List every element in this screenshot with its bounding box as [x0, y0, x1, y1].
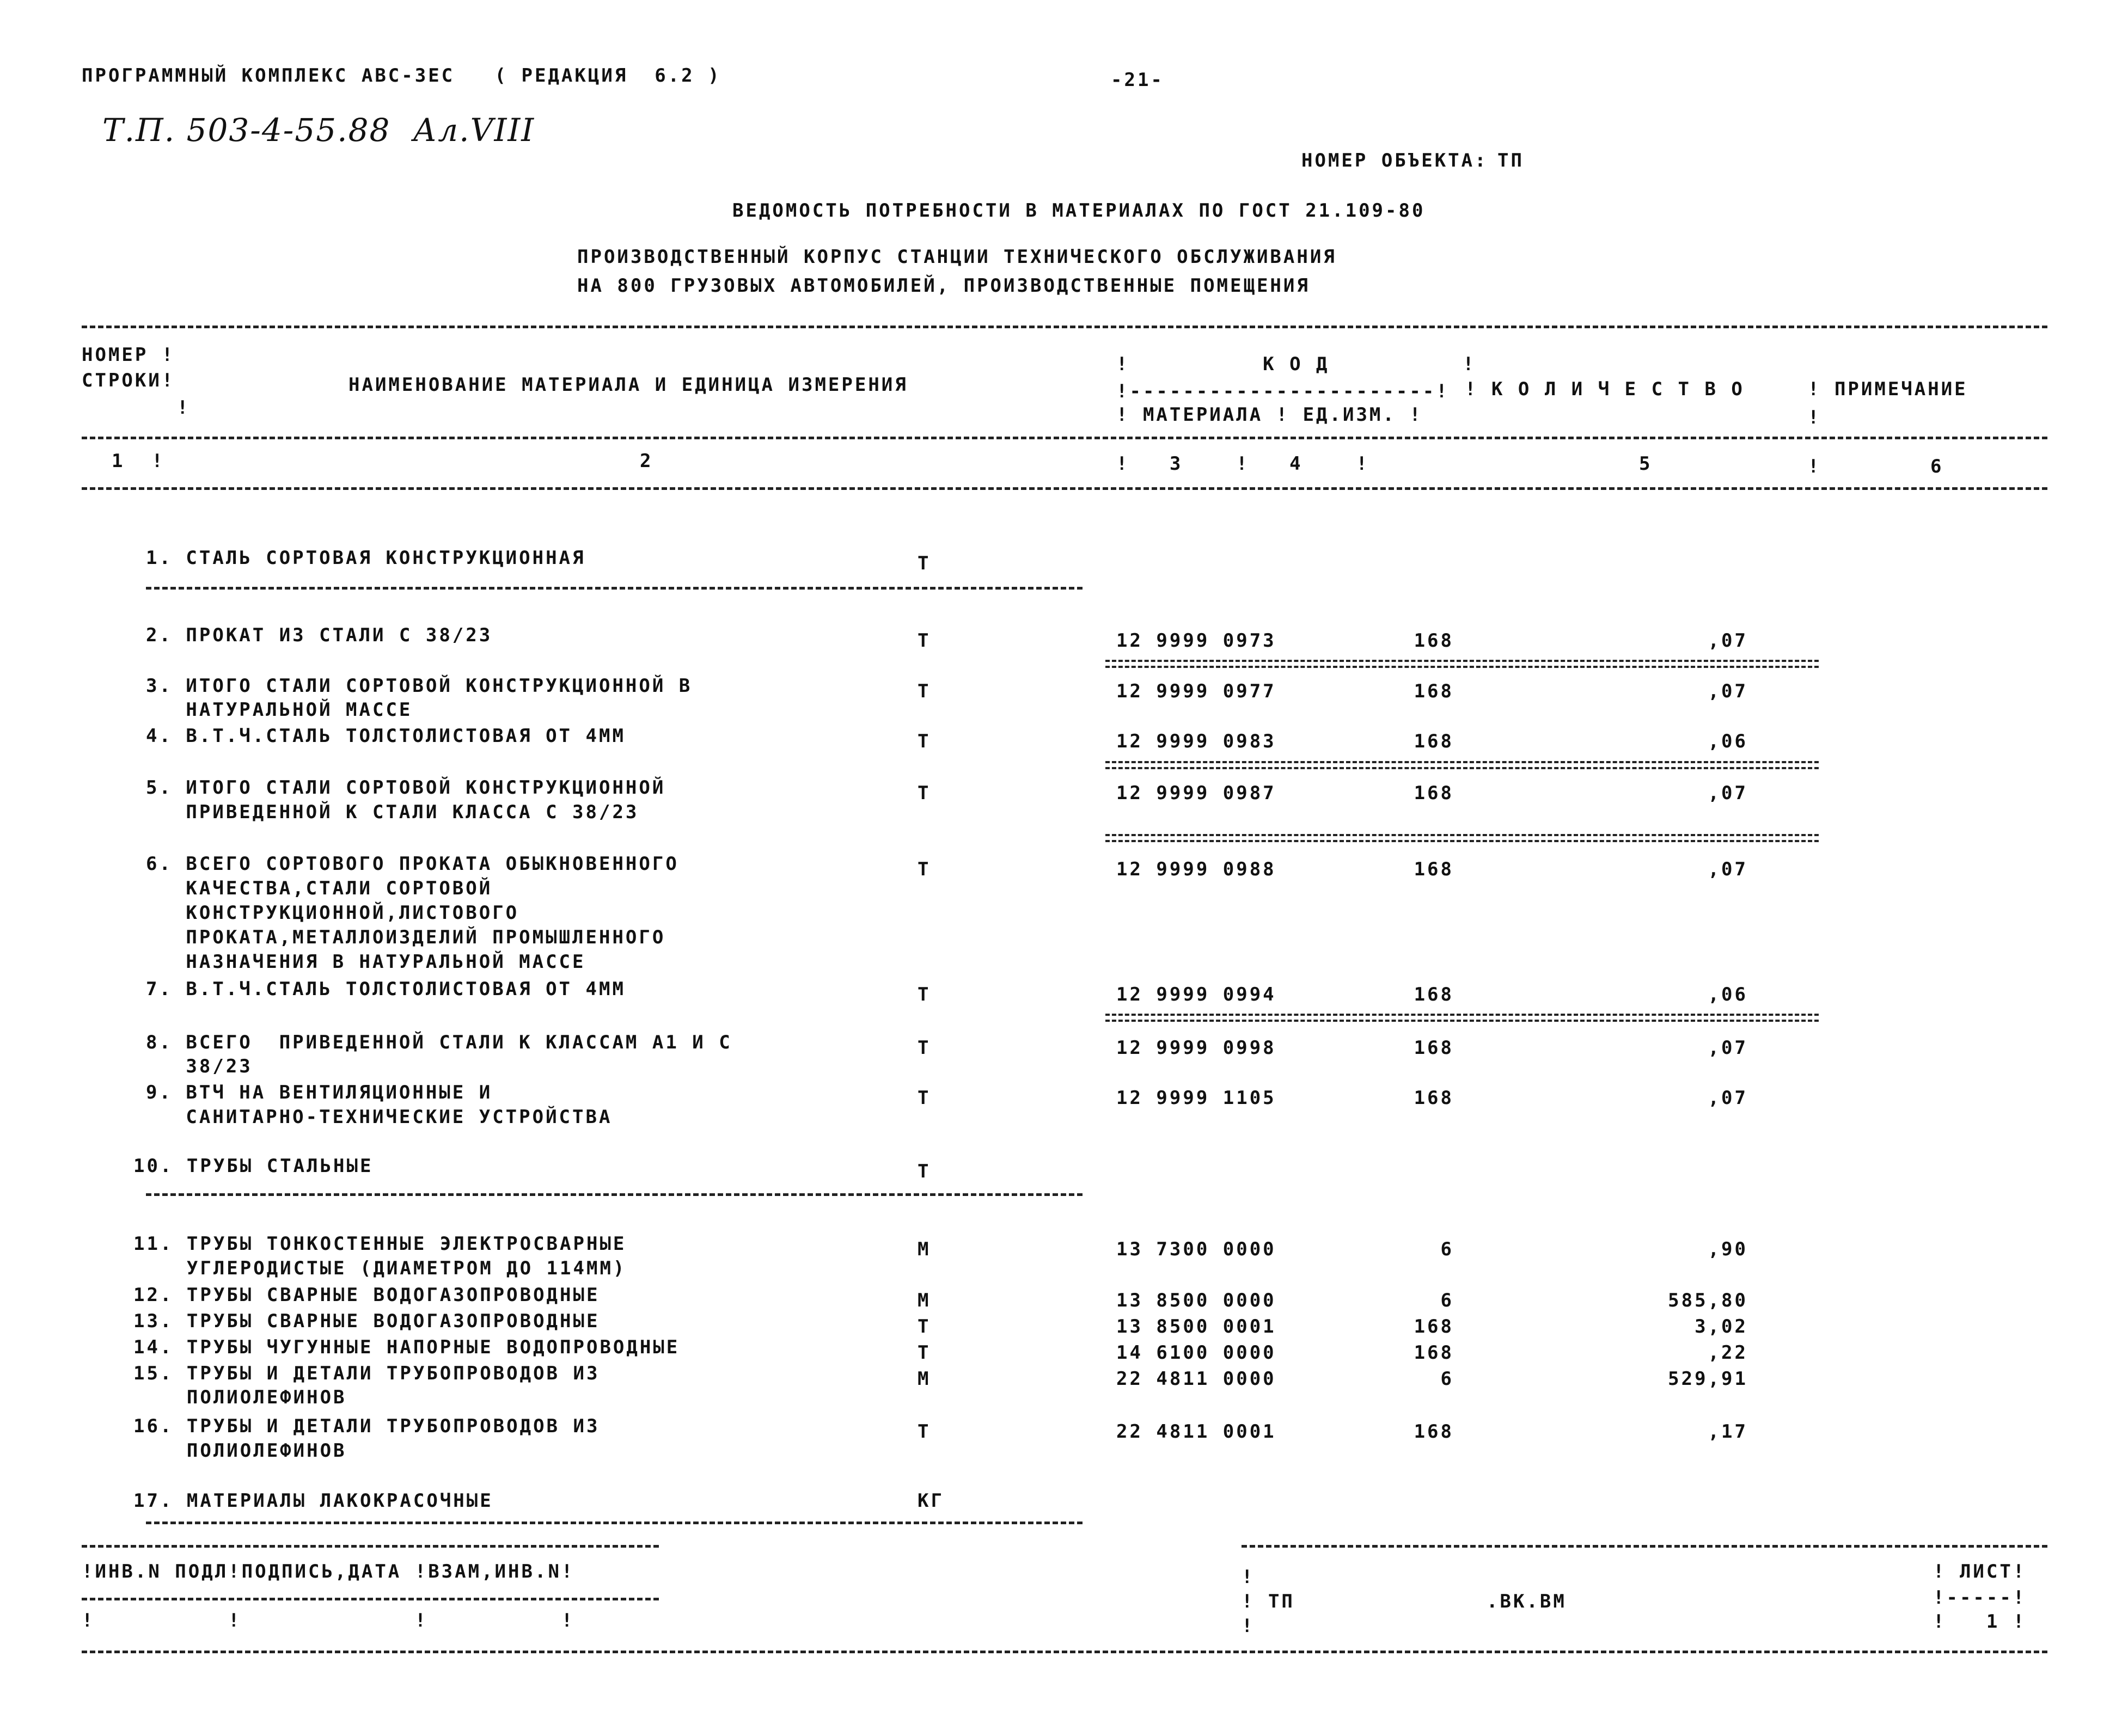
group-underline [146, 1522, 1083, 1524]
row-measure-code: 168 [1414, 1342, 1454, 1364]
row-quantity: ,06 [1708, 731, 1748, 752]
row-name-cont: ПОЛИОЛЕФИНОВ [133, 1387, 347, 1408]
document-subtitle-line2: НА 800 ГРУЗОВЫХ АВТОМОБИЛЕЙ, ПРОИЗВОДСТВЕННЫЕ ПОМЕЩЕНИЯ [577, 275, 1310, 297]
row-name-cont: 38/23 [146, 1056, 253, 1077]
row-unit: КГ [918, 1490, 944, 1512]
row-material-code: 12 9999 0977 [1116, 680, 1276, 702]
row-name: 9. ВТЧ НА ВЕНТИЛЯЦИОННЫЕ И [146, 1082, 493, 1103]
row-quantity: ,17 [1708, 1421, 1748, 1443]
row-measure-code: 168 [1414, 731, 1454, 752]
col-number-6: 6 [1930, 456, 1944, 477]
row-name: 13. ТРУБЫ СВАРНЫЕ ВОДОГАЗОПРОВОДНЫЕ [133, 1310, 600, 1332]
row-name: 2. ПРОКАТ ИЗ СТАЛИ С 38/23 [146, 624, 493, 646]
row-material-code: 12 9999 0998 [1116, 1037, 1276, 1059]
row-unit: М [918, 1238, 931, 1260]
row-name-cont: НАЗНАЧЕНИЯ В НАТУРАЛЬНОЙ МАССЕ [146, 951, 586, 973]
total-rule [1105, 660, 1819, 668]
row-material-code: 13 8500 0001 [1116, 1316, 1276, 1338]
page-number: -21- [1111, 69, 1164, 91]
row-name: 6. ВСЕГО СОРТОВОГО ПРОКАТА ОБЫКНОВЕННОГО [146, 853, 679, 875]
row-name: 14. ТРУБЫ ЧУГУННЫЕ НАПОРНЫЕ ВОДОПРОВОДНЫЕ [133, 1336, 680, 1358]
row-measure-code: 168 [1414, 858, 1454, 880]
header-rule-1 [82, 437, 2047, 439]
row-unit: Т [918, 1342, 931, 1364]
row-name: 8. ВСЕГО ПРИВЕДЕННОЙ СТАЛИ К КЛАССАМ А1 И С [146, 1032, 732, 1053]
row-unit: Т [918, 1161, 931, 1182]
row-name: 15. ТРУБЫ И ДЕТАЛИ ТРУБОПРОВОДОВ ИЗ [133, 1363, 600, 1384]
col6-header: ! ПРИМЕЧАНИЕ [1808, 378, 1968, 400]
stamp-middle-rule [82, 1598, 659, 1600]
group-underline [146, 587, 1083, 590]
code-group-rule: !-----------------------! [1116, 381, 1450, 402]
group-underline [146, 1193, 1083, 1196]
row-measure-code: 6 [1440, 1368, 1454, 1390]
row-unit: М [918, 1290, 931, 1311]
row-material-code: 22 4811 0000 [1116, 1368, 1276, 1390]
row-unit: Т [918, 680, 931, 702]
row-unit: М [918, 1368, 931, 1390]
doc-top-rule [1242, 1545, 2047, 1548]
row-measure-code: 168 [1414, 1087, 1454, 1109]
row-quantity: 3,02 [1695, 1316, 1748, 1338]
col5-header: ! К О Л И Ч Е С Т В О [1465, 378, 1745, 400]
row-measure-code: 6 [1440, 1238, 1454, 1260]
row-quantity: ,07 [1708, 630, 1748, 652]
row-name: 17. МАТЕРИАЛЫ ЛАКОКРАСОЧНЫЕ [133, 1490, 493, 1512]
total-rule [1105, 834, 1819, 842]
object-number-value: ТП [1497, 150, 1524, 171]
row-name-cont: КОНСТРУКЦИОННОЙ,ЛИСТОВОГО [146, 902, 519, 924]
doc-bar-top: ! [1242, 1566, 1255, 1588]
row-unit: Т [918, 630, 931, 652]
sheet-label: ! ЛИСТ! [1933, 1561, 2027, 1582]
doc-suffix: .ВК.ВМ [1487, 1591, 1567, 1612]
row-quantity: ,90 [1708, 1238, 1748, 1260]
row-name-cont: УГЛЕРОДИСТЫЕ (ДИАМЕТРОМ ДО 114ММ) [133, 1257, 627, 1279]
row-name-cont: КАЧЕСТВА,СТАЛИ СОРТОВОЙ [146, 878, 493, 899]
row-unit: Т [918, 782, 931, 804]
document-subtitle-line1: ПРОИЗВОДСТВЕННЫЙ КОРПУС СТАНЦИИ ТЕХНИЧЕСКОГО ОБСЛУЖИВАНИЯ [577, 246, 1337, 268]
col1-header-line2: СТРОКИ! [82, 370, 175, 391]
row-name: 10. ТРУБЫ СТАЛЬНЫЕ [133, 1155, 374, 1177]
row-unit: Т [918, 1421, 931, 1443]
row-quantity: 585,80 [1668, 1290, 1748, 1311]
row-material-code: 12 9999 0983 [1116, 731, 1276, 752]
row-name: 5. ИТОГО СТАЛИ СОРТОВОЙ КОНСТРУКЦИОННОЙ [146, 777, 666, 799]
row-material-code: 13 7300 0000 [1116, 1238, 1276, 1260]
row-measure-code: 168 [1414, 1421, 1454, 1443]
handwritten-project-code: Т.П. 503-4-55.88 Ал.VIII [102, 112, 535, 149]
col-number-5: 5 [1639, 453, 1653, 475]
row-name: 7. В.Т.Ч.СТАЛЬ ТОЛСТОЛИСТОВАЯ ОТ 4ММ [146, 978, 626, 1000]
row-quantity: ,22 [1708, 1342, 1748, 1364]
page-bottom-rule [82, 1651, 2047, 1653]
row-name-cont: ПОЛИОЛЕФИНОВ [133, 1440, 347, 1462]
row-name: 4. В.Т.Ч.СТАЛЬ ТОЛСТОЛИСТОВАЯ ОТ 4ММ [146, 725, 626, 747]
col2-header: НАИМЕНОВАНИЕ МАТЕРИАЛА И ЕДИНИЦА ИЗМЕРЕНИЯ [348, 374, 908, 396]
row-material-code: 22 4811 0001 [1116, 1421, 1276, 1443]
header-rule-2 [82, 487, 2047, 490]
doc-code: ! ТП [1242, 1591, 1295, 1612]
row-name: 12. ТРУБЫ СВАРНЫЕ ВОДОГАЗОПРОВОДНЫЕ [133, 1284, 600, 1306]
col1-header-line1: НОМЕР ! [82, 344, 175, 366]
stamp-labels: !ИНВ.N ПОДЛ!ПОДПИСЬ,ДАТА !ВЗАМ,ИНВ.N! [82, 1561, 575, 1582]
col-number-2: 2 [640, 450, 653, 472]
row-material-code: 12 9999 0988 [1116, 858, 1276, 880]
row-material-code: 12 9999 0994 [1116, 984, 1276, 1005]
code-subheaders: ! МАТЕРИАЛА ! ЕД.ИЗМ. ! [1116, 404, 1423, 426]
row-unit: Т [918, 1316, 931, 1338]
row-measure-code: 168 [1414, 782, 1454, 804]
row-name: 3. ИТОГО СТАЛИ СОРТОВОЙ КОНСТРУКЦИОННОЙ В [146, 675, 693, 697]
row-name: 1. СТАЛЬ СОРТОВАЯ КОНСТРУКЦИОННАЯ [146, 547, 586, 569]
row-measure-code: 168 [1414, 1037, 1454, 1059]
row-quantity: 529,91 [1668, 1368, 1748, 1390]
sheet-value: ! 1 ! [1933, 1611, 2027, 1633]
col-number-1: 1 ! [112, 450, 165, 472]
row-quantity: ,07 [1708, 858, 1748, 880]
total-rule [1105, 1014, 1819, 1022]
row-unit: Т [918, 1087, 931, 1109]
row-quantity: ,07 [1708, 1037, 1748, 1059]
row-unit: Т [918, 731, 931, 752]
row-name-cont: НАТУРАЛЬНОЙ МАССЕ [146, 699, 413, 721]
row-material-code: 12 9999 0987 [1116, 782, 1276, 804]
row-unit: Т [918, 858, 931, 880]
sheet-rule: !-----! [1933, 1587, 2027, 1609]
row-name: 11. ТРУБЫ ТОНКОСТЕННЫЕ ЭЛЕКТРОСВАРНЫЕ [133, 1233, 627, 1255]
row-measure-code: 168 [1414, 630, 1454, 652]
col-number-bar: ! [1808, 456, 1821, 477]
total-rule [1105, 761, 1819, 769]
row-quantity: ,07 [1708, 680, 1748, 702]
row-material-code: 12 9999 0973 [1116, 630, 1276, 652]
row-material-code: 14 6100 0000 [1116, 1342, 1276, 1364]
row-name-cont: ПРИВЕДЕННОЙ К СТАЛИ КЛАССА С 38/23 [146, 801, 639, 823]
stamp-cells: ! ! ! ! [82, 1610, 575, 1631]
program-header: ПРОГРАММНЫЙ КОМПЛЕКС АВС-ЗЕС ( РЕДАКЦИЯ 6.2 ) [82, 65, 721, 87]
col6-header-bar: ! [1808, 407, 1821, 428]
stamp-top-rule [82, 1545, 659, 1548]
row-unit: Т [918, 553, 931, 574]
row-name: 16. ТРУБЫ И ДЕТАЛИ ТРУБОПРОВОДОВ ИЗ [133, 1415, 600, 1437]
row-name-cont: САНИТАРНО-ТЕХНИЧЕСКИЕ УСТРОЙСТВА [146, 1106, 613, 1128]
document-title: ВЕДОМОСТЬ ПОТРЕБНОСТИ В МАТЕРИАЛАХ ПО ГОСТ 21.109-80 [732, 200, 1426, 222]
row-quantity: ,07 [1708, 1087, 1748, 1109]
row-unit: Т [918, 1037, 931, 1059]
doc-bar-bottom: ! [1242, 1615, 1255, 1637]
table-top-rule [82, 326, 2047, 328]
row-quantity: ,06 [1708, 984, 1748, 1005]
row-material-code: 12 9999 1105 [1116, 1087, 1276, 1109]
row-measure-code: 6 [1440, 1290, 1454, 1311]
object-number-label: НОМЕР ОБЪЕКТА: [1301, 150, 1488, 171]
row-quantity: ,07 [1708, 782, 1748, 804]
code-group-header: ! К О Д ! [1116, 353, 1476, 375]
row-measure-code: 168 [1414, 1316, 1454, 1338]
col1-header-line3: ! [177, 397, 191, 419]
col-number-3-4: ! 3 ! 4 ! [1116, 453, 1369, 475]
row-material-code: 13 8500 0000 [1116, 1290, 1276, 1311]
row-unit: Т [918, 984, 931, 1005]
row-measure-code: 168 [1414, 680, 1454, 702]
row-measure-code: 168 [1414, 984, 1454, 1005]
row-name-cont: ПРОКАТА,МЕТАЛЛОИЗДЕЛИЙ ПРОМЫШЛЕННОГО [146, 927, 666, 948]
